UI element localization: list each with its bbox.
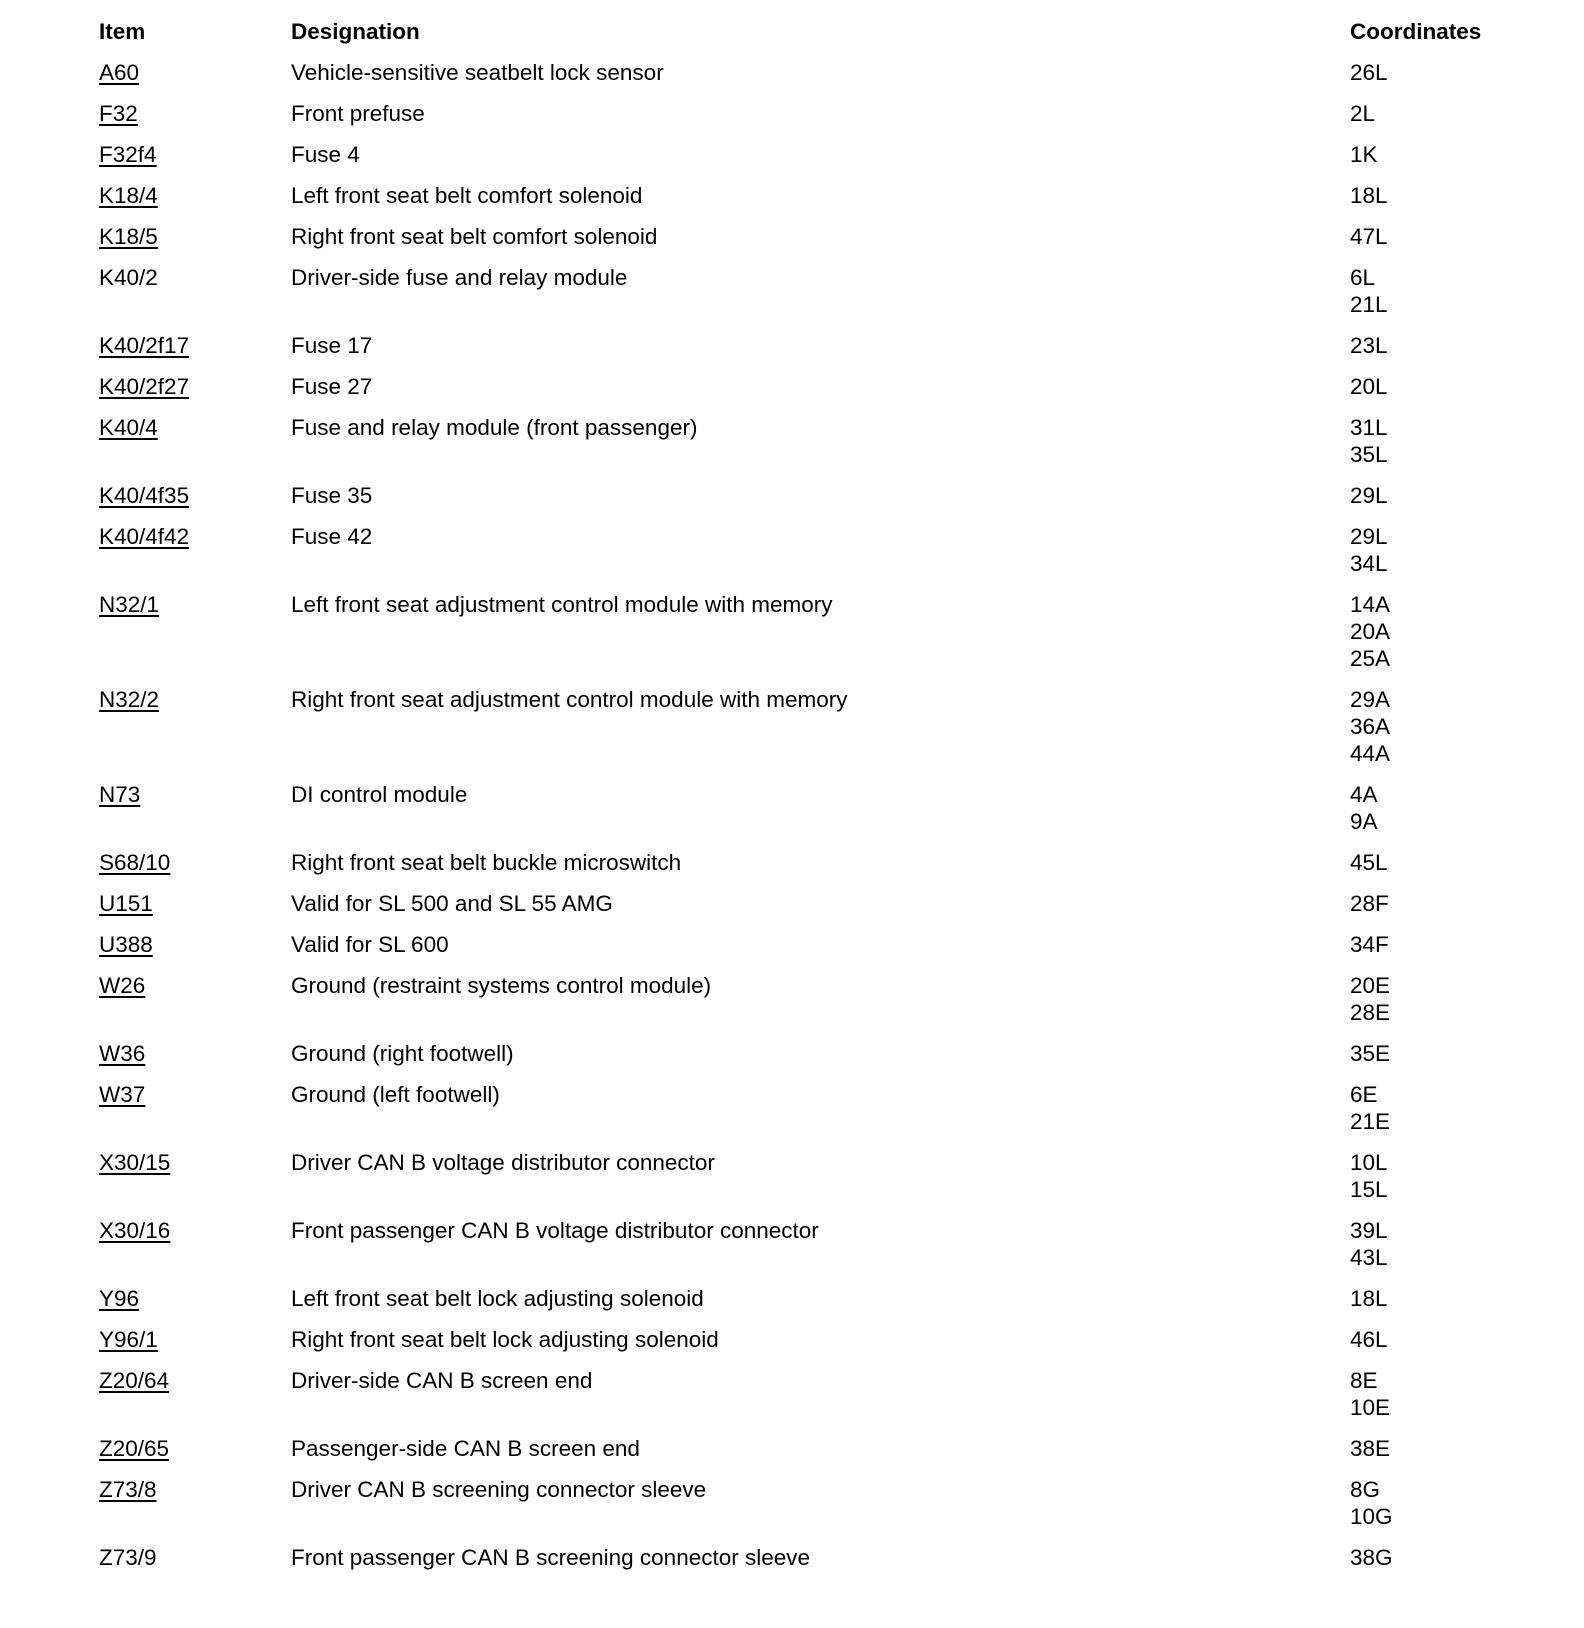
item-link[interactable]: N73: [99, 782, 141, 807]
coordinate-value: 21E: [1350, 1109, 1391, 1134]
table-row: [99, 1326, 1539, 1367]
coordinate-value: 47L: [1350, 224, 1388, 249]
coordinate-value: 29L: [1350, 524, 1388, 549]
item-link[interactable]: S68/10: [99, 850, 171, 875]
coordinate-value: 28F: [1350, 891, 1389, 916]
item-cell: [99, 332, 291, 373]
item-cell: [99, 182, 291, 223]
designation-cell: Valid for SL 600: [291, 932, 449, 957]
table-row: [99, 1081, 1539, 1149]
item-link[interactable]: W37: [99, 1082, 146, 1107]
coordinate-value: 38E: [1350, 1436, 1391, 1461]
table-row: [99, 1040, 1539, 1081]
coordinates-cell: [1350, 1476, 1539, 1544]
table-row: [99, 59, 1539, 100]
item-cell: [99, 1149, 291, 1217]
coordinates-cell: [1350, 1149, 1539, 1217]
coordinate-value: 8G: [1350, 1477, 1381, 1502]
item-cell: [99, 1217, 291, 1285]
item-cell: [99, 141, 291, 182]
table-row: [99, 141, 1539, 182]
designation-cell: Left front seat belt comfort solenoid: [291, 183, 643, 208]
designation-cell: Fuse 42: [291, 524, 373, 549]
coordinate-value: 10G: [1350, 1504, 1393, 1529]
designation-cell: Fuse 35: [291, 483, 373, 508]
coordinates-cell: [1350, 141, 1539, 182]
coordinate-value: 31L: [1350, 415, 1388, 440]
coordinate-value: 39L: [1350, 1218, 1388, 1243]
item-link[interactable]: Y96: [99, 1286, 140, 1311]
item-cell: [99, 1081, 291, 1149]
coordinate-value: 46L: [1350, 1327, 1388, 1352]
coordinate-value: 44A: [1350, 741, 1391, 766]
item-link[interactable]: U388: [99, 932, 153, 957]
coordinates-cell: [1350, 890, 1539, 931]
designation-cell: Right front seat adjustment control module with memory: [291, 687, 848, 712]
designation-cell: Fuse 17: [291, 333, 373, 358]
table-row: [99, 264, 1539, 332]
coordinate-value: 10E: [1350, 1395, 1391, 1420]
item-cell: [99, 1285, 291, 1326]
designation-cell: Ground (right footwell): [291, 1041, 514, 1066]
designation-cell: Ground (left footwell): [291, 1082, 500, 1107]
table-row: [99, 591, 1539, 686]
designation-cell: Fuse 4: [291, 142, 360, 167]
item-cell: [99, 373, 291, 414]
coordinates-cell: [1350, 781, 1539, 849]
item-cell: [99, 264, 291, 332]
coordinate-value: 15L: [1350, 1177, 1388, 1202]
item-label: Z73/9: [99, 1545, 157, 1570]
item-link[interactable]: Z20/65: [99, 1436, 170, 1461]
table-row: [99, 523, 1539, 591]
coordinates-cell: [1350, 1081, 1539, 1149]
coordinate-value: 36A: [1350, 714, 1391, 739]
designation-cell: DI control module: [291, 782, 468, 807]
designation-cell: Right front seat belt lock adjusting solenoid: [291, 1327, 719, 1352]
item-cell: [99, 890, 291, 931]
coordinate-value: 8E: [1350, 1368, 1378, 1393]
designation-cell: Front prefuse: [291, 101, 425, 126]
coordinates-cell: [1350, 482, 1539, 523]
coordinates-cell: [1350, 1544, 1539, 1585]
designation-cell: Left front seat belt lock adjusting solenoid: [291, 1286, 704, 1311]
coordinate-value: 14A: [1350, 592, 1391, 617]
item-link[interactable]: N32/1: [99, 592, 160, 617]
table-row: [99, 182, 1539, 223]
item-link[interactable]: U151: [99, 891, 153, 916]
header-item: Item: [99, 19, 146, 44]
coordinate-value: 20L: [1350, 374, 1388, 399]
item-link[interactable]: K40/2f17: [99, 333, 190, 358]
coordinates-cell: [1350, 1367, 1539, 1435]
item-cell: [99, 100, 291, 141]
coordinates-cell: [1350, 1435, 1539, 1476]
coordinates-cell: [1350, 100, 1539, 141]
coordinates-cell: [1350, 223, 1539, 264]
table-row: [99, 1149, 1539, 1217]
table-row: [99, 223, 1539, 264]
item-cell: [99, 1544, 291, 1585]
designation-cell: Right front seat belt comfort solenoid: [291, 224, 658, 249]
item-cell: [99, 223, 291, 264]
item-label: K40/2: [99, 265, 158, 290]
table-row: [99, 414, 1539, 482]
designation-cell: Ground (restraint systems control module): [291, 973, 712, 998]
header-designation: Designation: [291, 19, 420, 44]
table-row: [99, 1544, 1539, 1585]
coordinates-cell: [1350, 373, 1539, 414]
coordinate-value: 4A: [1350, 782, 1378, 807]
designation-cell: Vehicle-sensitive seatbelt lock sensor: [291, 60, 664, 85]
coordinate-value: 34L: [1350, 551, 1388, 576]
item-link[interactable]: N32/2: [99, 687, 160, 712]
table-row: [99, 1476, 1539, 1544]
item-cell: [99, 1476, 291, 1544]
item-cell: [99, 523, 291, 591]
item-link[interactable]: X30/16: [99, 1218, 171, 1243]
coordinates-cell: [1350, 414, 1539, 482]
coordinates-cell: [1350, 1285, 1539, 1326]
item-link[interactable]: K18/5: [99, 224, 158, 249]
item-cell: [99, 59, 291, 100]
coordinates-cell: [1350, 332, 1539, 373]
item-cell: [99, 931, 291, 972]
coordinates-cell: [1350, 182, 1539, 223]
table-row: [99, 332, 1539, 373]
coordinate-value: 1K: [1350, 142, 1378, 167]
item-link[interactable]: Z73/8: [99, 1477, 157, 1502]
item-link[interactable]: K18/4: [99, 183, 158, 208]
item-link[interactable]: K40/4: [99, 415, 158, 440]
item-cell: [99, 414, 291, 482]
coordinate-value: 29A: [1350, 687, 1391, 712]
coordinate-value: 21L: [1350, 292, 1388, 317]
table-row: [99, 482, 1539, 523]
coordinate-value: 28E: [1350, 1000, 1391, 1025]
coordinate-value: 9A: [1350, 809, 1378, 834]
coordinate-value: 6E: [1350, 1082, 1378, 1107]
item-cell: [99, 781, 291, 849]
designation-cell: Front passenger CAN B screening connector sleeve: [291, 1545, 811, 1570]
coordinates-cell: [1350, 849, 1539, 890]
table-row: [99, 373, 1539, 414]
item-link[interactable]: K40/2f27: [99, 374, 190, 399]
item-cell: [99, 972, 291, 1040]
designation-cell: Passenger-side CAN B screen end: [291, 1436, 640, 1461]
coordinate-value: 18L: [1350, 1286, 1388, 1311]
item-link[interactable]: F32: [99, 101, 138, 126]
coordinate-value: 23L: [1350, 333, 1388, 358]
coordinates-cell: [1350, 1217, 1539, 1285]
table-row: [99, 100, 1539, 141]
coordinate-value: 25A: [1350, 646, 1391, 671]
coordinate-value: 20E: [1350, 973, 1391, 998]
designation-cell: Driver-side fuse and relay module: [291, 265, 628, 290]
item-cell: [99, 1326, 291, 1367]
coordinate-value: 38G: [1350, 1545, 1393, 1570]
table-row: [99, 931, 1539, 972]
coordinate-value: 35L: [1350, 442, 1388, 467]
designation-cell: Right front seat belt buckle microswitch: [291, 850, 682, 875]
table-row: [99, 972, 1539, 1040]
item-cell: [99, 591, 291, 686]
coordinate-value: 29L: [1350, 483, 1388, 508]
item-link[interactable]: K40/4f42: [99, 524, 190, 549]
header-row: [99, 18, 1539, 59]
coordinate-value: 34F: [1350, 932, 1389, 957]
coordinates-cell: [1350, 972, 1539, 1040]
designation-cell: Front passenger CAN B voltage distributor connector: [291, 1218, 819, 1243]
table-row: [99, 849, 1539, 890]
coordinates-cell: [1350, 686, 1539, 781]
table-row: [99, 686, 1539, 781]
coordinate-value: 10L: [1350, 1150, 1388, 1175]
item-cell: [99, 1435, 291, 1476]
item-link[interactable]: Z20/64: [99, 1368, 170, 1393]
designation-cell: Left front seat adjustment control module with memory: [291, 592, 833, 617]
item-link[interactable]: Y96/1: [99, 1327, 158, 1352]
designation-cell: Driver-side CAN B screen end: [291, 1368, 593, 1393]
coordinates-cell: [1350, 591, 1539, 686]
coordinates-cell: [1350, 264, 1539, 332]
coordinate-value: 45L: [1350, 850, 1388, 875]
designation-cell: Driver CAN B screening connector sleeve: [291, 1477, 707, 1502]
coordinate-value: 43L: [1350, 1245, 1388, 1270]
coordinate-value: 20A: [1350, 619, 1391, 644]
item-link[interactable]: W26: [99, 973, 146, 998]
coordinates-cell: [1350, 1040, 1539, 1081]
coordinate-value: 26L: [1350, 60, 1388, 85]
item-cell: [99, 1040, 291, 1081]
table-row: [99, 1285, 1539, 1326]
item-link[interactable]: W36: [99, 1041, 146, 1066]
designation-cell: Valid for SL 500 and SL 55 AMG: [291, 891, 613, 916]
table-row: [99, 1367, 1539, 1435]
legend-body: [99, 59, 1539, 1585]
coordinates-cell: [1350, 1326, 1539, 1367]
coordinate-value: 35E: [1350, 1041, 1391, 1066]
item-cell: [99, 686, 291, 781]
item-cell: [99, 1367, 291, 1435]
item-link[interactable]: A60: [99, 60, 140, 85]
designation-cell: Fuse and relay module (front passenger): [291, 415, 698, 440]
component-legend-table: [99, 18, 1539, 1585]
item-link[interactable]: K40/4f35: [99, 483, 190, 508]
item-cell: [99, 849, 291, 890]
coordinate-value: 6L: [1350, 265, 1376, 290]
item-link[interactable]: X30/15: [99, 1150, 171, 1175]
table-row: [99, 890, 1539, 931]
designation-cell: Driver CAN B voltage distributor connector: [291, 1150, 715, 1175]
coordinates-cell: [1350, 931, 1539, 972]
header-coordinates: Coordinates: [1350, 19, 1482, 44]
coordinates-cell: [1350, 523, 1539, 591]
coordinate-value: 2L: [1350, 101, 1376, 126]
table-row: [99, 1435, 1539, 1476]
item-link[interactable]: F32f4: [99, 142, 157, 167]
table-row: [99, 1217, 1539, 1285]
coordinate-value: 18L: [1350, 183, 1388, 208]
designation-cell: Fuse 27: [291, 374, 373, 399]
coordinates-cell: [1350, 59, 1539, 100]
item-cell: [99, 482, 291, 523]
table-row: [99, 781, 1539, 849]
